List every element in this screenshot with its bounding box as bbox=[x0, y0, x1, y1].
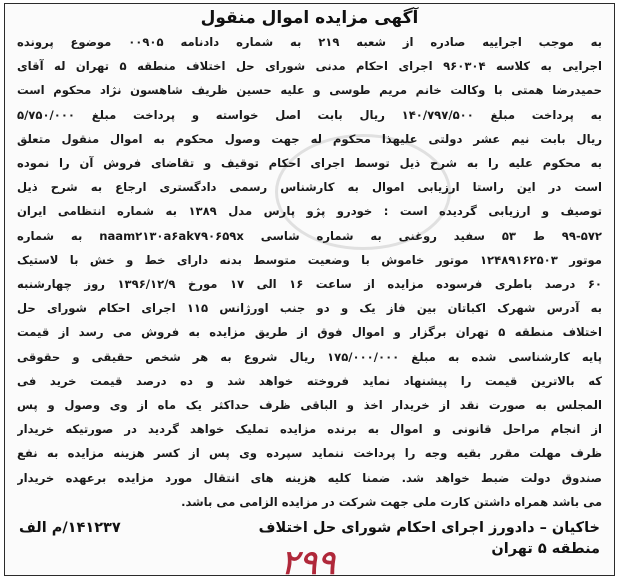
body-line: به پرداخت مبلغ ۱۴۰/۷۹۷/۵۰۰ ریال بابت اصل خواسته و پرداخت مبلغ ۵/۷۵۰/۰۰۰ bbox=[17, 107, 602, 122]
body-line: صندوق دولت ضبط خواهد شد. ضمنا کلیه هزینه های انتقال مورد مزایده برعهده خریدار bbox=[17, 470, 602, 485]
body-line: که بالاترین قیمت را پیشنهاد نماید فروخته خواهد شد و ده درصد قیمت خرید فی bbox=[17, 373, 602, 388]
body-line: ۶۰ درصد باطری فرسوده مزایده از ساعت ۱۶ الی ۱۷ مورخ ۱۳۹۶/۱۲/۹ روز چهارشنبه bbox=[17, 277, 602, 292]
district-line: منطقه ۵ تهران bbox=[491, 541, 600, 557]
body-line: ظرف مهلت مقرر بقیه وجه را پرداخت ننماید سپرده وی پس از کسر هزینه مزایده به نفع bbox=[17, 446, 602, 461]
body-line: پایه کارشناسی شده به مبلغ ۱۷۵/۰۰۰/۰۰۰ ریال شروع به هر شخص حقیقی و حقوقی bbox=[17, 349, 602, 364]
handwritten-number bbox=[223, 540, 393, 582]
body-line: است در این راستا ارزیابی اموال به کارشناس رسمی دادگستری ارجاع به شرح ذیل bbox=[17, 180, 602, 195]
body-line: المجلس به صورت نقد از خریدار اخذ و الباقی ظرف حداکثر یک ماه از وی وصول و پس bbox=[17, 398, 602, 413]
body-line: می باشد همراه داشتن کارت ملی جهت شرکت در مزایده الزامی می باشد. bbox=[181, 494, 602, 509]
notice-title: آگهی مزایده اموال منقول bbox=[200, 8, 419, 28]
body-line: به آدرس شهرک اکباتان بین فاز یک و دو جنب اورژانس ۱۱۵ اجرای احکام شورای حل bbox=[17, 301, 602, 316]
auction-notice bbox=[4, 3, 615, 582]
handwritten-number-text: ۲۹۹ bbox=[280, 543, 336, 582]
body-line: ۹۹-۵۷۲ ط ۵۳ سفید روغنی به شماره شاسی naam۲۱۳۰a۶ak۷۹۰۶۵۹x به شماره bbox=[17, 228, 602, 243]
body-line: اجرایی به کلاسه ۹۶۰۳۰۴ اجرای احکام مدنی شورای حل اختلاف منطقه ۵ تهران له آقای bbox=[17, 59, 602, 74]
notice-body bbox=[17, 30, 602, 514]
body-line: اختلاف منطقه ۵ تهران برگزار و اموال فوق از طریق مزایده به فروش می رسد از قیمت bbox=[17, 325, 602, 340]
body-line: حمیدرضا همتی با وکالت خانم مریم طوسی و علیه حسین ظریف شاهسون نژاد محکوم است bbox=[17, 83, 602, 98]
reference-number: ۱۴۱۲۳۷/م الف bbox=[19, 520, 121, 536]
body-line: به موجب اجراییه صادره از شعبه ۲۱۹ به شماره دادنامه ۰۰۹۰۵ موضوع پرونده bbox=[17, 35, 602, 49]
body-line: از انجام مراحل قانونی و اموال به برنده مزایده تملیک خواهد گردید در صورتیکه خریدار bbox=[17, 422, 602, 437]
body-line: به محکوم علیه را به شرح ذیل توسط اجرای احکام توقیف و تقاضای فروش آن را نموده bbox=[17, 156, 602, 171]
body-line: ریال بابت نیم عشر دولتی علیهذا محکوم له جهت وصول محکوم به اموال منقول متعلق bbox=[17, 131, 602, 146]
body-line: توصیف و ارزیابی گردیده است : خودرو پژو پارس مدل ۱۳۸۹ به شماره انتظامی ایران bbox=[17, 204, 602, 219]
signature-line: خاکیان – دادورز اجرای احکام شورای حل اختلاف bbox=[258, 520, 600, 536]
body-line: موتور ۱۲۴۸۹۱۶۲۵۰۳ موتور خاموش با وضعیت متوسط بدنه دارای خط و خش با لاستیک bbox=[17, 252, 602, 267]
